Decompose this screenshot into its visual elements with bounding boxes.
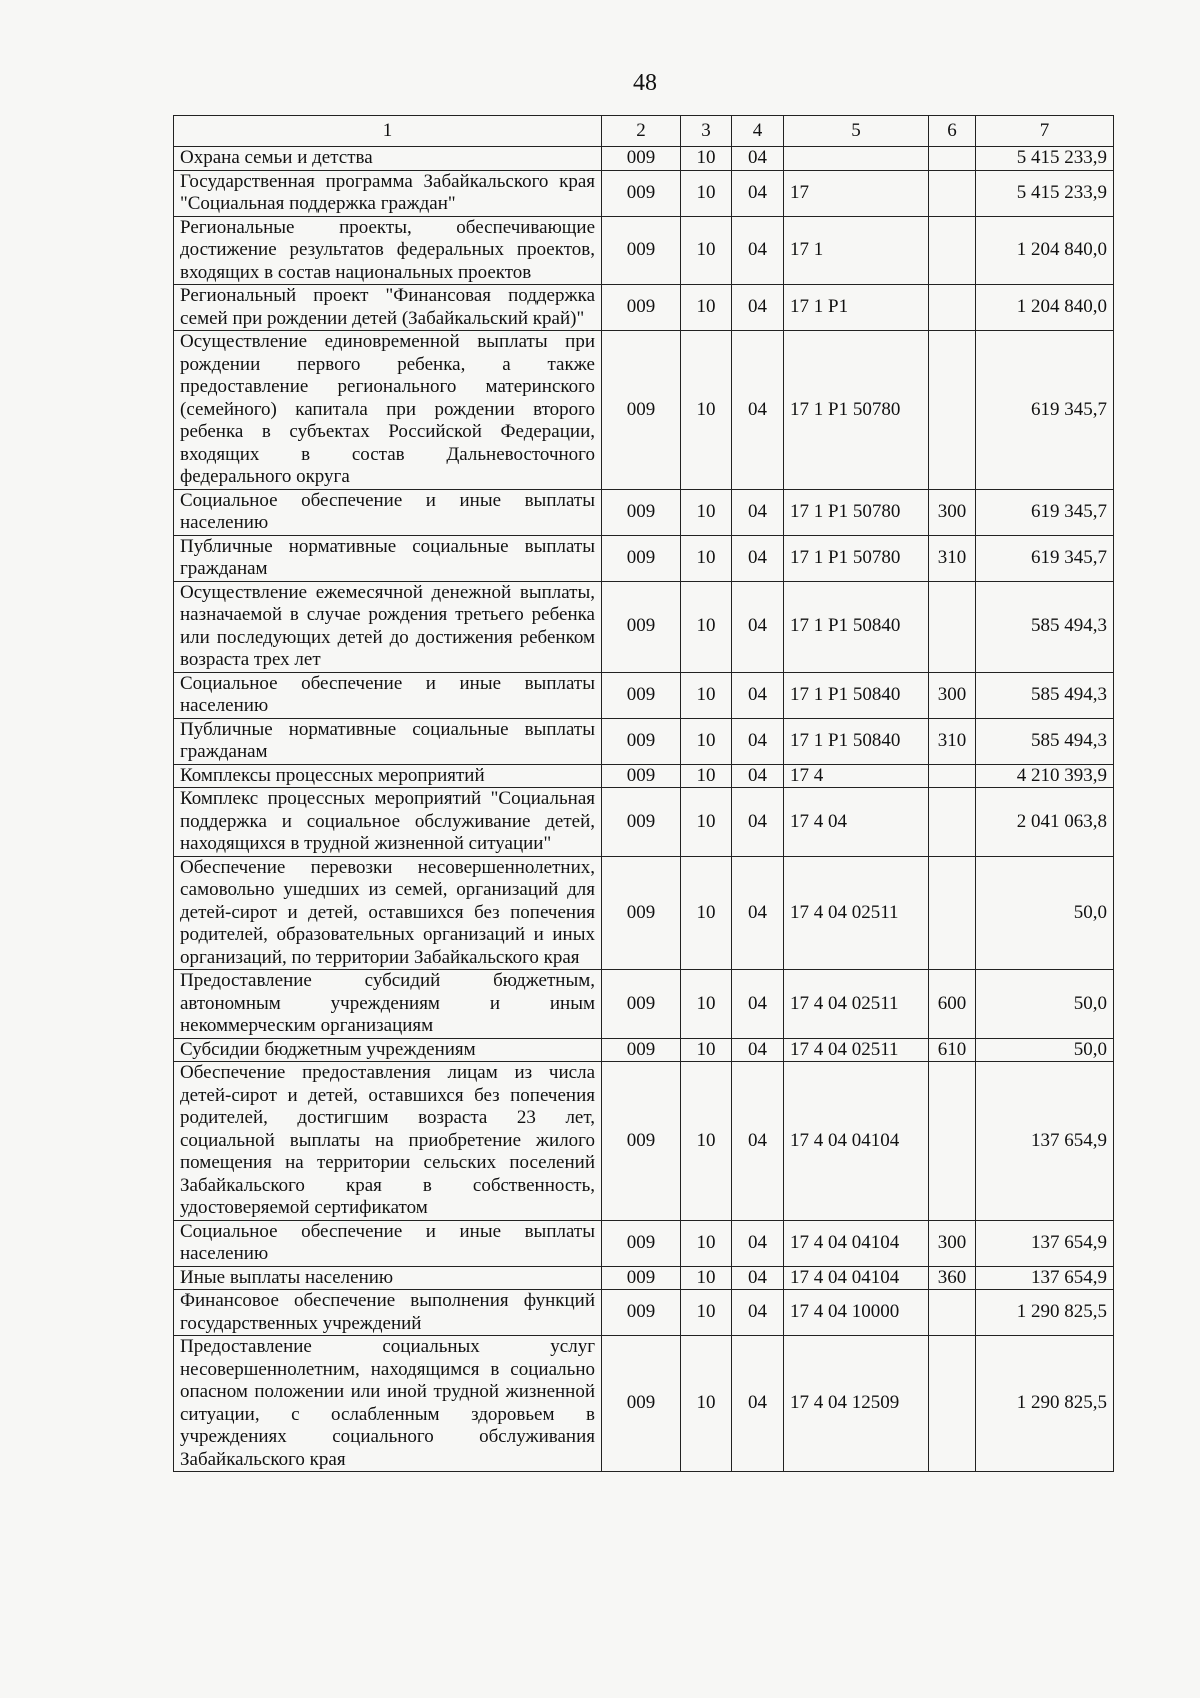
row-expense-type xyxy=(929,1062,976,1221)
row-target-article: 17 1 xyxy=(784,216,929,285)
row-amount: 50,0 xyxy=(976,970,1114,1039)
row-target-article: 17 4 xyxy=(784,764,929,788)
row-section: 10 xyxy=(681,331,732,490)
row-amount: 1 290 825,5 xyxy=(976,1290,1114,1336)
row-amount: 619 345,7 xyxy=(976,331,1114,490)
row-expense-type xyxy=(929,764,976,788)
row-amount: 50,0 xyxy=(976,1038,1114,1062)
row-expense-type: 610 xyxy=(929,1038,976,1062)
row-amount: 137 654,9 xyxy=(976,1266,1114,1290)
table-row xyxy=(174,718,1114,764)
row-subsection: 04 xyxy=(732,718,784,764)
row-target-article: 17 1 P1 50780 xyxy=(784,489,929,535)
row-name: Социальное обеспечение и иные выплаты населению xyxy=(174,672,602,718)
row-section: 10 xyxy=(681,1220,732,1266)
row-name: Осуществление единовременной выплаты при рождении первого ребенка, а также предоставление регионального материнского (семейного) капитала при рождении второго ребенка в субъектах Российской Федерации, входящих в состав Дальневосточного федерального округа xyxy=(174,331,602,490)
row-target-article: 17 4 04 10000 xyxy=(784,1290,929,1336)
row-admin-code: 009 xyxy=(602,331,681,490)
row-section: 10 xyxy=(681,1062,732,1221)
row-expense-type: 300 xyxy=(929,1220,976,1266)
row-target-article: 17 4 04 02511 xyxy=(784,970,929,1039)
table-row xyxy=(174,581,1114,672)
row-admin-code: 009 xyxy=(602,718,681,764)
row-expense-type xyxy=(929,856,976,970)
row-target-article: 17 4 04 04104 xyxy=(784,1220,929,1266)
row-name: Обеспечение перевозки несовершеннолетних, самовольно ушедших из семей, организаций для детей-сирот и детей, оставшихся без попечения родителей, образовательных организаций и иных организаций, по территории Забайкальского края xyxy=(174,856,602,970)
row-section: 10 xyxy=(681,216,732,285)
row-admin-code: 009 xyxy=(602,1220,681,1266)
row-subsection: 04 xyxy=(732,764,784,788)
row-section: 10 xyxy=(681,1290,732,1336)
row-expense-type xyxy=(929,581,976,672)
table-row xyxy=(174,331,1114,490)
row-admin-code: 009 xyxy=(602,581,681,672)
row-admin-code: 009 xyxy=(602,170,681,216)
row-admin-code: 009 xyxy=(602,764,681,788)
row-subsection: 04 xyxy=(732,1266,784,1290)
table-row xyxy=(174,1038,1114,1062)
row-target-article: 17 4 04 02511 xyxy=(784,856,929,970)
row-admin-code: 009 xyxy=(602,489,681,535)
row-section: 10 xyxy=(681,856,732,970)
table-row xyxy=(174,285,1114,331)
header-row xyxy=(174,116,1114,147)
row-name: Иные выплаты населению xyxy=(174,1266,602,1290)
row-name: Охрана семьи и детства xyxy=(174,147,602,171)
row-amount: 619 345,7 xyxy=(976,535,1114,581)
row-subsection: 04 xyxy=(732,1038,784,1062)
row-name: Государственная программа Забайкальского края "Социальная поддержка граждан" xyxy=(174,170,602,216)
table-row xyxy=(174,1062,1114,1221)
row-admin-code: 009 xyxy=(602,1290,681,1336)
row-amount: 50,0 xyxy=(976,856,1114,970)
row-subsection: 04 xyxy=(732,1290,784,1336)
row-admin-code: 009 xyxy=(602,788,681,857)
row-admin-code: 009 xyxy=(602,672,681,718)
row-name: Предоставление социальных услуг несовершеннолетним, находящимся в социально опасном положении или иной трудной жизненной ситуации, с ослабленным здоровьем в учреждениях социального обслуживания Забайкальского края xyxy=(174,1336,602,1472)
row-name: Комплексы процессных мероприятий xyxy=(174,764,602,788)
row-section: 10 xyxy=(681,535,732,581)
table-row xyxy=(174,672,1114,718)
row-expense-type xyxy=(929,216,976,285)
row-amount: 5 415 233,9 xyxy=(976,170,1114,216)
row-name: Осуществление ежемесячной денежной выплаты, назначаемой в случае рождения третьего ребенка или последующих детей до достижения ребенком возраста трех лет xyxy=(174,581,602,672)
row-expense-type xyxy=(929,331,976,490)
row-name: Публичные нормативные социальные выплаты гражданам xyxy=(174,718,602,764)
row-name: Публичные нормативные социальные выплаты гражданам xyxy=(174,535,602,581)
row-section: 10 xyxy=(681,581,732,672)
row-name: Субсидии бюджетным учреждениям xyxy=(174,1038,602,1062)
row-admin-code: 009 xyxy=(602,535,681,581)
row-name: Комплекс процессных мероприятий "Социальная поддержка и социальное обслуживание детей, находящихся в трудной жизненной ситуации" xyxy=(174,788,602,857)
row-subsection: 04 xyxy=(732,216,784,285)
table-row xyxy=(174,535,1114,581)
table-row xyxy=(174,1336,1114,1472)
row-subsection: 04 xyxy=(732,672,784,718)
table-row xyxy=(174,1266,1114,1290)
row-section: 10 xyxy=(681,489,732,535)
table-row xyxy=(174,1290,1114,1336)
row-subsection: 04 xyxy=(732,1336,784,1472)
page-number: 48 xyxy=(633,70,657,96)
row-expense-type xyxy=(929,285,976,331)
row-target-article: 17 4 04 02511 xyxy=(784,1038,929,1062)
table-body xyxy=(174,147,1114,1472)
row-admin-code: 009 xyxy=(602,285,681,331)
row-expense-type: 300 xyxy=(929,489,976,535)
row-target-article: 17 4 04 04104 xyxy=(784,1266,929,1290)
row-section: 10 xyxy=(681,970,732,1039)
row-section: 10 xyxy=(681,718,732,764)
row-target-article: 17 4 04 xyxy=(784,788,929,857)
row-target-article: 17 4 04 04104 xyxy=(784,1062,929,1221)
row-amount: 1 290 825,5 xyxy=(976,1336,1114,1472)
row-name: Региональные проекты, обеспечивающие достижение результатов федеральных проектов, входящих в состав национальных проектов xyxy=(174,216,602,285)
row-target-article: 17 xyxy=(784,170,929,216)
row-subsection: 04 xyxy=(732,331,784,490)
row-subsection: 04 xyxy=(732,170,784,216)
row-subsection: 04 xyxy=(732,147,784,171)
row-expense-type xyxy=(929,147,976,171)
row-section: 10 xyxy=(681,170,732,216)
row-target-article: 17 1 P1 50840 xyxy=(784,672,929,718)
row-subsection: 04 xyxy=(732,1062,784,1221)
row-expense-type: 310 xyxy=(929,535,976,581)
row-amount: 585 494,3 xyxy=(976,581,1114,672)
header-col-2: 2 xyxy=(602,116,681,147)
row-subsection: 04 xyxy=(732,856,784,970)
row-name: Обеспечение предоставления лицам из числа детей-сирот и детей, оставшихся без попечения родителей, достигшим возраста 23 лет, социальной выплаты на приобретение жилого помещения на территории сельских поселений Забайкальского края в собственность, удостоверяемой сертификатом xyxy=(174,1062,602,1221)
header-col-4: 4 xyxy=(732,116,784,147)
row-section: 10 xyxy=(681,1038,732,1062)
row-section: 10 xyxy=(681,1266,732,1290)
row-subsection: 04 xyxy=(732,1220,784,1266)
table-row xyxy=(174,216,1114,285)
header-col-1: 1 xyxy=(174,116,602,147)
row-section: 10 xyxy=(681,788,732,857)
row-admin-code: 009 xyxy=(602,1266,681,1290)
row-expense-type xyxy=(929,788,976,857)
table-row xyxy=(174,764,1114,788)
table-row xyxy=(174,788,1114,857)
table-row xyxy=(174,1220,1114,1266)
row-amount: 585 494,3 xyxy=(976,672,1114,718)
row-section: 10 xyxy=(681,1336,732,1472)
row-subsection: 04 xyxy=(732,285,784,331)
table-row xyxy=(174,170,1114,216)
row-amount: 4 210 393,9 xyxy=(976,764,1114,788)
table-row xyxy=(174,970,1114,1039)
row-amount: 2 041 063,8 xyxy=(976,788,1114,857)
row-admin-code: 009 xyxy=(602,216,681,285)
row-admin-code: 009 xyxy=(602,1038,681,1062)
row-target-article: 17 1 P1 50780 xyxy=(784,331,929,490)
row-subsection: 04 xyxy=(732,535,784,581)
row-target-article: 17 1 P1 50840 xyxy=(784,581,929,672)
row-section: 10 xyxy=(681,764,732,788)
row-target-article: 17 1 P1 50840 xyxy=(784,718,929,764)
row-name: Финансовое обеспечение выполнения функций государственных учреждений xyxy=(174,1290,602,1336)
row-name: Социальное обеспечение и иные выплаты населению xyxy=(174,1220,602,1266)
row-target-article: 17 4 04 12509 xyxy=(784,1336,929,1472)
row-name: Предоставление субсидий бюджетным, автономным учреждениям и иным некоммерческим организациям xyxy=(174,970,602,1039)
budget-table xyxy=(173,115,1114,1472)
row-expense-type xyxy=(929,1336,976,1472)
row-admin-code: 009 xyxy=(602,970,681,1039)
row-target-article xyxy=(784,147,929,171)
header-col-5: 5 xyxy=(784,116,929,147)
row-expense-type: 600 xyxy=(929,970,976,1039)
row-expense-type: 360 xyxy=(929,1266,976,1290)
row-expense-type xyxy=(929,170,976,216)
row-amount: 585 494,3 xyxy=(976,718,1114,764)
row-amount: 619 345,7 xyxy=(976,489,1114,535)
row-amount: 1 204 840,0 xyxy=(976,216,1114,285)
row-expense-type: 310 xyxy=(929,718,976,764)
row-amount: 1 204 840,0 xyxy=(976,285,1114,331)
row-amount: 137 654,9 xyxy=(976,1220,1114,1266)
row-amount: 5 415 233,9 xyxy=(976,147,1114,171)
row-subsection: 04 xyxy=(732,489,784,535)
row-expense-type xyxy=(929,1290,976,1336)
row-subsection: 04 xyxy=(732,581,784,672)
row-section: 10 xyxy=(681,285,732,331)
table-row xyxy=(174,147,1114,171)
row-admin-code: 009 xyxy=(602,147,681,171)
row-target-article: 17 1 P1 50780 xyxy=(784,535,929,581)
row-target-article: 17 1 P1 xyxy=(784,285,929,331)
row-section: 10 xyxy=(681,672,732,718)
table-row xyxy=(174,856,1114,970)
row-name: Региональный проект "Финансовая поддержка семей при рождении детей (Забайкальский край)" xyxy=(174,285,602,331)
header-col-7: 7 xyxy=(976,116,1114,147)
table-row xyxy=(174,489,1114,535)
row-section: 10 xyxy=(681,147,732,171)
row-subsection: 04 xyxy=(732,788,784,857)
row-amount: 137 654,9 xyxy=(976,1062,1114,1221)
row-admin-code: 009 xyxy=(602,1062,681,1221)
row-admin-code: 009 xyxy=(602,856,681,970)
row-expense-type: 300 xyxy=(929,672,976,718)
row-name: Социальное обеспечение и иные выплаты населению xyxy=(174,489,602,535)
row-admin-code: 009 xyxy=(602,1336,681,1472)
row-subsection: 04 xyxy=(732,970,784,1039)
header-col-3: 3 xyxy=(681,116,732,147)
header-col-6: 6 xyxy=(929,116,976,147)
